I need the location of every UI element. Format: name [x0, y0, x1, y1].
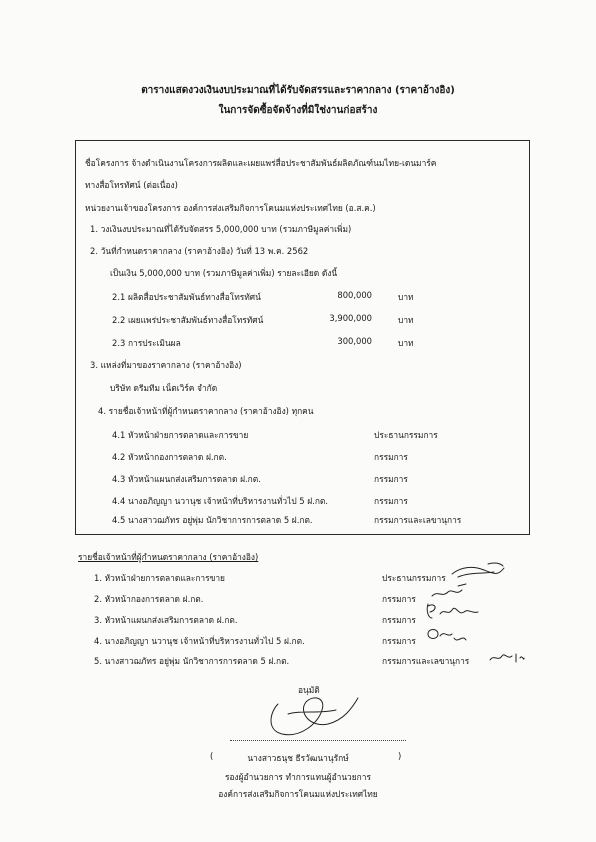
signatory-role: กรรมการ	[382, 615, 416, 625]
signatory-name: 4. นางอภิญญา นวานุช เจ้าหน้าที่บริหารงานทั่วไป 5 ฝ.กต.	[94, 636, 305, 646]
signature-member-2	[428, 582, 474, 602]
signature-line	[230, 740, 406, 741]
signatory-role: ประธานกรรมการ	[382, 573, 446, 583]
committee-role: กรรมการ	[374, 474, 408, 484]
committee-member: 4.4 นางอภิญญา นวานุช เจ้าหน้าที่บริหารงานทั่วไป 5 ฝ.กต.	[112, 496, 329, 506]
project-name-line2: ทางสื่อโทรทัศน์ (ต่อเนื่อง)	[85, 180, 178, 190]
committee-role: กรรมการ	[374, 496, 408, 506]
committee-role: กรรมการและเลขานุการ	[374, 515, 462, 525]
subitem-unit: บาท	[398, 315, 414, 325]
signatories-heading: รายชื่อเจ้าหน้าที่ผู้กำหนดราคากลาง (ราคาอ้างอิง)	[78, 552, 259, 562]
signature-member-4	[422, 624, 470, 648]
signatory-name: 1. หัวหน้าฝ่ายการตลาดและการขาย	[94, 573, 225, 583]
committee-role: กรรมการ	[374, 452, 408, 462]
price-source-company: บริษัท ดรีมทีม เน็ตเวิร์ค จำกัด	[110, 383, 218, 393]
owner-agency: หน่วยงานเจ้าของโครงการ องค์การส่งเสริมกิจการโคนมแห่งประเทศไทย (อ.ส.ค.)	[85, 203, 376, 213]
signature-secretary	[486, 646, 526, 668]
document-title: ตารางแสดงวงเงินงบประมาณที่ได้รับจัดสรรและราคากลาง (ราคาอ้างอิง)	[141, 85, 455, 96]
open-paren: (	[210, 751, 214, 761]
committee-member: 4.3 หัวหน้าแผนกส่งเสริมการตลาด ฝ.กต.	[112, 474, 261, 484]
subitem-amount: 800,000	[337, 290, 372, 300]
close-paren: )	[398, 751, 402, 761]
approver-organization: องค์การส่งเสริมกิจการโคนมแห่งประเทศไทย	[218, 789, 378, 799]
committee-member: 4.2 หัวหน้ากองการตลาด ฝ.กต.	[112, 452, 227, 462]
subitem-label: 2.2 เผยแพร่ประชาสัมพันธ์ทางสื่อโทรทัศน์	[112, 315, 264, 325]
subitem-unit: บาท	[398, 338, 414, 348]
subitem-amount: 3,900,000	[329, 313, 372, 323]
subitem-unit: บาท	[398, 292, 414, 302]
signatory-role: กรรมการ	[382, 594, 416, 604]
committee-role: ประธานกรรมการ	[374, 430, 438, 440]
committee-member: 4.1 หัวหน้าฝ่ายการตลาดและการขาย	[112, 430, 249, 440]
signature-chairman	[448, 560, 508, 582]
approver-name: นางสาวธนุช ธีรวัฒนานุรักษ์	[247, 753, 349, 763]
reference-price-date: 2. วันที่กำหนดราคากลาง (ราคาอ้างอิง) วันที่ 13 พ.ค. 2562	[90, 246, 309, 256]
budget-item: 1. วงเงินงบประมาณที่ได้รับจัดสรร 5,000,000 บาท (รวมภาษีมูลค่าเพิ่ม)	[90, 224, 352, 234]
price-source-heading: 3. แหล่งที่มาของราคากลาง (ราคาอ้างอิง)	[90, 360, 242, 370]
signatory-role: กรรมการและเลขานุการ	[382, 656, 470, 666]
signatory-name: 2. หัวหน้ากองการตลาด ฝ.กต.	[94, 594, 204, 604]
approver-signature	[248, 684, 368, 742]
signatory-name: 3. หัวหน้าแผนกส่งเสริมการตลาด ฝ.กต.	[94, 615, 238, 625]
signatory-name: 5. นางสาวฌภัทร อยู่พุ่ม นักวิชาการการตลาด 5 ฝ.กต.	[94, 656, 290, 666]
committee-heading: 4. รายชื่อเจ้าหน้าที่ผู้กำหนดราคากลาง (ราคาอ้างอิง) ทุกคน	[98, 406, 314, 416]
approver-position: รองผู้อำนวยการ ทำการแทนผู้อำนวยการ	[225, 772, 371, 782]
project-name-line1: ชื่อโครงการ จ้างดำเนินงานโครงการผลิตและเผยแพร่สื่อประชาสัมพันธ์ผลิตภัณฑ์นมไทย-เดนมาร์ค	[85, 158, 437, 168]
subitem-amount: 300,000	[337, 336, 372, 346]
signatory-role: กรรมการ	[382, 636, 416, 646]
committee-member: 4.5 นางสาวฌภัทร อยู่พุ่ม นักวิชาการการตลาด 5 ฝ.กต.	[112, 515, 313, 525]
reference-price-total: เป็นเงิน 5,000,000 บาท (รวมภาษีมูลค่าเพิ่ม) รายละเอียด ดังนี้	[110, 268, 338, 278]
document-subtitle: ในการจัดซื้อจัดจ้างที่มิใช่งานก่อสร้าง	[218, 105, 378, 116]
signature-member-3	[422, 600, 482, 622]
approve-label: อนุมัติ	[298, 685, 320, 695]
subitem-label: 2.3 การประเมินผล	[112, 338, 181, 348]
subitem-label: 2.1 ผลิตสื่อประชาสัมพันธ์ทางสื่อโทรทัศน์	[112, 292, 261, 302]
